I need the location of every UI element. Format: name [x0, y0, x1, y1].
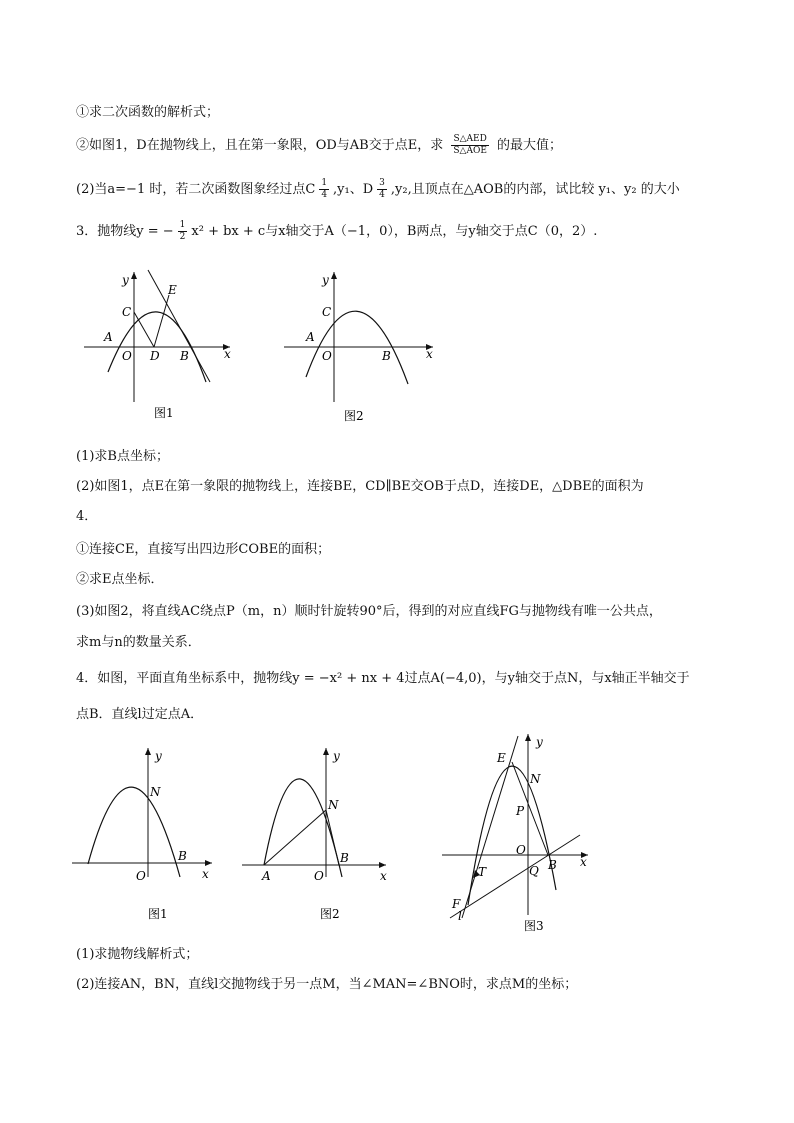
p3-q2-line2: 4．	[76, 509, 98, 524]
p4-stem-line1: 4．如图，平面直角坐标系中，抛物线y = −x² + nx + 4过点A(−4,0)，与y轴交于点N，与x轴正半轴交于	[76, 671, 690, 686]
segment-nb	[326, 810, 339, 865]
label-f: F	[452, 897, 461, 911]
label-a: A	[104, 330, 113, 344]
label-x: x	[224, 347, 231, 361]
x-axis-arrow	[379, 862, 386, 868]
p3-q2-line1: (2)如图1，点E在第一象限的抛物线上，连接BE，CD∥BE交OB于点D，连接DE，△DBE的面积为	[76, 479, 644, 494]
label-o: O	[322, 349, 332, 363]
label-l: l	[458, 909, 462, 923]
segment-cd	[134, 312, 154, 347]
p4-figure-2	[238, 742, 398, 927]
label-p: P	[516, 804, 525, 818]
fraction-denominator: 4	[379, 190, 385, 200]
x-axis-arrow	[205, 860, 212, 866]
fraction-denominator: 4	[321, 190, 328, 200]
label-e: E	[168, 283, 177, 297]
label-x: x	[380, 869, 387, 883]
label-b: B	[340, 851, 349, 865]
label-y: y	[122, 273, 129, 287]
figure-caption: 图2	[344, 409, 364, 423]
p4-figure-1	[68, 742, 228, 927]
p3-stem-pre: 3．抛物线y = −	[76, 224, 174, 239]
p3-q3-line1: (3)如图2，将直线AC绕点P（m，n）顺时针旋转90°后，得到的对应直线FG与抛物线有唯一公共点，	[76, 604, 662, 619]
label-y: y	[536, 735, 543, 749]
figure-caption: 图1	[148, 907, 168, 921]
fraction-denominator: 2	[179, 232, 186, 242]
fraction-numerator: 1	[179, 220, 186, 230]
label-o: O	[314, 869, 324, 883]
p2-part2-mid: ,y₁、D	[333, 182, 374, 197]
p3-q2-sub1: ①连接CE，直接写出四边形COBE的面积；	[76, 542, 331, 557]
figure-caption: 图1	[154, 406, 174, 420]
label-x: x	[426, 347, 433, 361]
y-axis-arrow	[323, 748, 329, 755]
label-n: N	[530, 772, 541, 786]
label-o: O	[122, 349, 132, 363]
label-o: O	[136, 869, 146, 883]
p4-q1: (1)求抛物线解析式；	[76, 947, 199, 962]
figure-caption: 图3	[524, 919, 544, 933]
label-o: O	[516, 843, 526, 857]
parabola	[468, 766, 556, 905]
label-x: x	[202, 867, 209, 881]
y-axis-arrow	[145, 748, 151, 755]
line-l	[450, 835, 580, 918]
p2-sub2-post: 的最大值；	[497, 138, 563, 153]
label-e: E	[497, 751, 506, 765]
y-axis-arrow	[131, 272, 137, 279]
p3-q3-line2: 求m与n的数量关系．	[76, 635, 201, 650]
y-axis-arrow	[525, 734, 531, 741]
figure-caption: 图2	[320, 907, 340, 921]
label-c: C	[122, 305, 132, 319]
fraction-numerator: 1	[321, 178, 328, 188]
p2-sub1: ①求二次函数的解析式；	[76, 105, 220, 120]
fraction-denominator: S△AOE	[453, 146, 487, 156]
label-d: D	[150, 349, 160, 363]
label-b: B	[180, 349, 189, 363]
line-ef	[462, 736, 518, 918]
p3-stem	[76, 220, 597, 243]
line-be	[148, 270, 210, 382]
label-t: T	[478, 865, 487, 879]
p2-part2	[76, 178, 680, 201]
label-a: A	[306, 330, 315, 344]
segment-an	[264, 810, 326, 865]
point-d-fraction	[377, 178, 387, 201]
label-y: y	[333, 749, 340, 763]
label-n: N	[328, 798, 339, 812]
y-axis-arrow	[331, 272, 337, 279]
label-c: C	[322, 305, 332, 319]
parabola	[88, 787, 180, 877]
p3-figure-2	[278, 262, 438, 427]
p3-figure-1	[78, 262, 238, 427]
p4-figure-3	[440, 730, 600, 935]
p2-sub2-pre: ②如图1，D在抛物线上，且在第一象限，OD与AB交于点E，求	[76, 138, 444, 153]
fraction-numerator: 3	[379, 178, 385, 188]
area-ratio-fraction	[451, 134, 489, 157]
segment-de	[154, 295, 169, 347]
p3-stem-post: x² + bx + c与x轴交于A（−1，0），B两点，与y轴交于点C（0，2）.	[191, 224, 598, 239]
p2-part2-pre: (2)当a=−1 时，若二次函数图象经过点C	[76, 182, 316, 197]
parabola	[306, 311, 408, 384]
label-b: B	[382, 349, 391, 363]
fraction-numerator: S△AED	[451, 134, 489, 146]
p3-q2-sub2: ②求E点坐标．	[76, 572, 164, 587]
label-x: x	[580, 855, 587, 869]
label-y: y	[322, 273, 329, 287]
p4-stem-line2: 点B．直线l过定点A．	[76, 707, 204, 722]
label-y: y	[155, 749, 162, 763]
label-b: B	[178, 849, 187, 863]
p2-sub2	[76, 134, 562, 157]
p2-part2-post: ,y₂,且顶点在△AOB的内部，试比较 y₁、y₂ 的大小	[390, 182, 680, 197]
label-n: N	[150, 785, 161, 799]
coef-fraction	[178, 220, 188, 243]
label-a: A	[262, 869, 271, 883]
label-b: B	[548, 858, 557, 872]
label-q: Q	[529, 864, 539, 878]
p3-q1: (1)求B点坐标；	[76, 449, 169, 464]
p4-q2: (2)连接AN，BN，直线l交抛物线于另一点M，当∠MAN=∠BNO时，求点M的坐标；	[76, 977, 578, 992]
point-c-fraction	[319, 178, 329, 201]
